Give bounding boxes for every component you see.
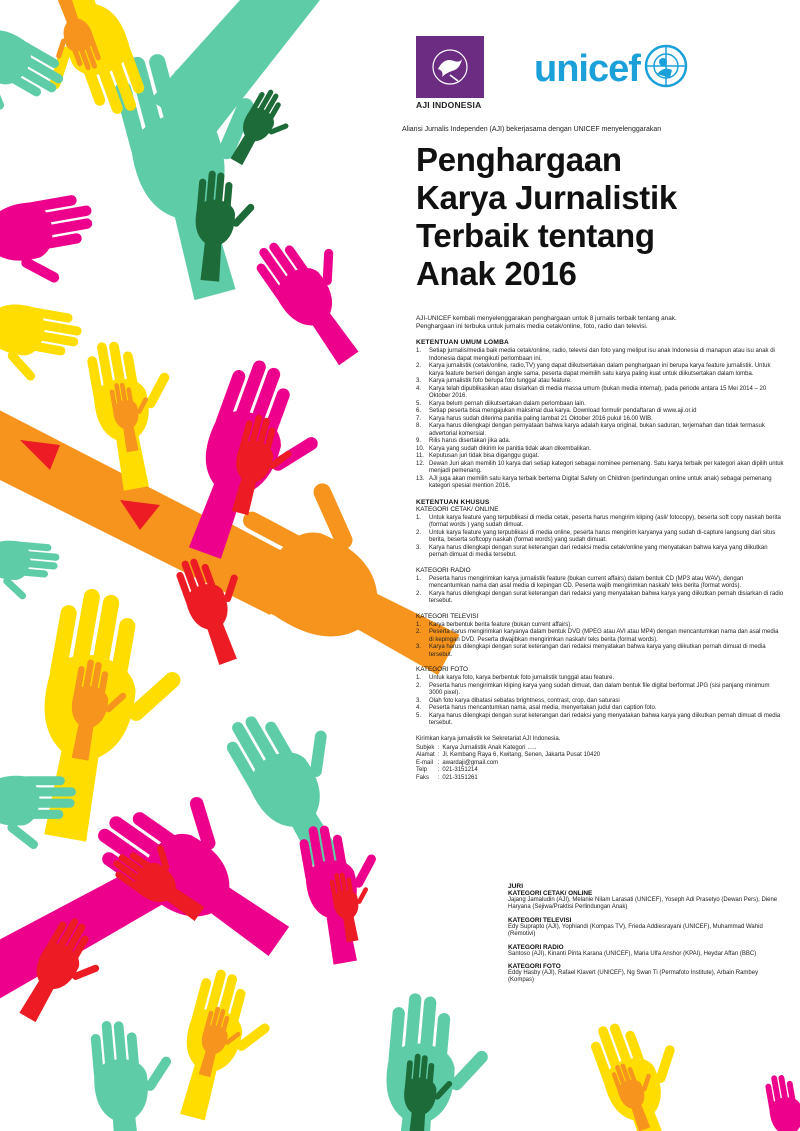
rule-item: Olah foto karya dibatasi sebatas brightness, contrast, crop, dan saturasi xyxy=(429,697,620,704)
unicef-wordmark: unicef xyxy=(534,47,640,90)
title-line: Anak 2016 xyxy=(416,255,577,292)
rule-item: Karya harus dilengkapi dengan surat keterangan dari redaksi media cetak/online yang menyatakan bahwa karya yang diikutkan pernah dimuat di media tersebut. xyxy=(429,544,768,559)
rule-item: Untuk karya foto, karya berbentuk foto jurnalistik tunggal atau feature. xyxy=(429,675,615,682)
main-text-column xyxy=(400,126,784,782)
jury-members: Santoso (AJI), Kinanti Pinta Karana (UNICEF), Maria Ulfa Anshor (KPAI), Heydar Affan (BBC) xyxy=(508,950,757,957)
dove-pen-icon xyxy=(416,36,484,98)
rule-item: Karya jurnalistik (cetak/online, radio,TV) yang dapat diikutsertakan dalam penghargaan ini berupa karya feature jurnalistik. Untuk karya feature berseri dengan angle sama, peserta dapat memilih satu karya paling kuat untuk diikutsertakan dalam lomba. xyxy=(429,363,771,377)
poster-title xyxy=(416,141,784,293)
jury-members: Edy Suprapto (AJI), Yophiandi (Kompas TV), Frieda Addiesrayani (UNICEF), Muhammad Wahid (Remotivi) xyxy=(508,923,763,938)
rule-item: Karya harus dilengkapi dengan surat keterangan dari redaksi yang menyatakan bahwa karya yang diikutkan pernah dimuat di media tersebut. xyxy=(429,712,781,727)
jury-category: KATEGORI FOTO xyxy=(508,963,561,971)
rule-item: Peserta harus mengirimkan karyanya dalam bentuk DVD (MPEG atau AVI atau MP4) dengan mencantumkan nama dan asal media di kepingan DVD. Peserta diwajibkan mengirimkan naskah/ teks berita (format words). xyxy=(429,629,779,643)
rule-item: Karya harus dilengkapi dengan surat keterangan dari redaksi menyatakan bahwa karya yang diikutkan pernah dimuat di media tersebut. xyxy=(429,644,766,658)
rule-item: Peserta harus mengirimkan kliping karya yang sudah dimuat, dan dalam bentuk file digital berformat JPG (sisi panjang minimum 3000 pixel). xyxy=(429,682,770,697)
rule-item: Karya berbentuk berita feature (bukan current affairs). xyxy=(429,621,572,628)
title-line: Penghargaan xyxy=(416,141,622,178)
special-rules-heading: KETENTUAN KHUSUS xyxy=(416,498,490,506)
rule-item: Karya jurnalistik foto berupa foto tunggal atau feature. xyxy=(429,378,572,385)
title-line: Terbaik tentang xyxy=(416,217,655,254)
lead-paragraph xyxy=(416,315,784,331)
aji-name: AJI INDONESIA xyxy=(416,100,482,110)
rule-item: Karya belum pernah diikutsertakan dalam perlombaan lain. xyxy=(429,400,586,407)
rule-item: Setiap peserta bisa mengajukan maksimal dua karya. Download formulir pendaftaran di www.aji.or.id xyxy=(429,408,697,415)
contact-label: E-mail xyxy=(416,759,434,766)
jury-category: KATEGORI TELEVISI xyxy=(508,916,572,924)
lead-line: AJI-UNICEF kembali menyelenggarakan penghargaan untuk 8 jurnalis terbaik tentang anak. xyxy=(416,315,677,322)
jury-category: KATEGORI CETAK/ ONLINE xyxy=(508,890,593,897)
jury-category: KATEGORI RADIO xyxy=(508,943,564,951)
contact-row: Telp : 021-3151214 xyxy=(416,767,603,775)
category-heading: KATEGORI RADIO xyxy=(416,566,471,574)
contact-row: E-mail : awardaji@gmail.com xyxy=(416,760,603,768)
category-rules-list xyxy=(416,576,784,606)
intro-text: Aliansi Jurnalis Independen (AJI) bekerjasama dengan UNICEF menyelenggarakan xyxy=(402,126,662,133)
lead-line: Penghargaan ini terbuka untuk jurnalis media cetak/online, foto, radio dan televisi. xyxy=(416,323,648,331)
jury-heading: JURI xyxy=(508,883,524,890)
contact-table xyxy=(416,745,603,783)
category-rules-list xyxy=(416,675,784,728)
rule-item: Karya yang sudah dikirim ke panitia tidak akan dikembalikan. xyxy=(429,445,592,452)
jury-section xyxy=(508,883,778,985)
category-heading: KATEGORI CETAK/ ONLINE xyxy=(416,505,499,513)
submission-intro: Kirimkan karya jurnalistik ke Sekretariat AJI Indonesia. xyxy=(416,735,561,742)
unicef-logo xyxy=(534,44,688,93)
rule-item: Rilis harus disertakan jika ada. xyxy=(429,438,511,445)
jury-members: Eddy Hasby (AJI), Rafael Klavert (UNICEF), Ng Swan Ti (Permafoto Institute), Arbain Rambey (Kompas) xyxy=(508,970,759,984)
contact-value: Jl. Kembang Raya 6, Kwitang, Senen, Jakarta Pusat 10420 xyxy=(442,752,601,759)
title-line: Karya Jurnalistik xyxy=(416,179,677,216)
unicef-globe-icon xyxy=(644,44,688,93)
rule-item: Peserta harus mengirimkan karya jurnalistik feature (bukan current affairs) dalam bentuk CD (MP3 atau WAV), dengan mencantumkan nama dan asal media di kepingan CD. Peserta wajib mengirimkan naskah/ teks berita (format words). xyxy=(429,575,744,590)
rule-item: Setiap jurnalis/media baik media cetak/online, radio, televisi dan foto yang meliput isu anak Indonesia di manapun atau isu anak di Indonesia dapat mengikuti perlombaan ini. xyxy=(429,348,775,362)
aji-logo xyxy=(416,36,484,110)
rule-item: AJI juga akan memilih satu karya terbaik bertema Digital Safety on Children (perlindungan online untuk anak) sebagai pemenang kategori spesial mention 2016. xyxy=(429,475,772,490)
contact-value: Karya Jurnalistik Anak Kategori ….. xyxy=(442,744,537,751)
category-rules-list xyxy=(416,622,784,660)
general-rules-heading: KETENTUAN UMUM LOMBA xyxy=(416,339,510,347)
contact-label: Telp xyxy=(416,767,428,774)
contact-label: Faks xyxy=(416,774,430,781)
contact-row: Alamat : Jl. Kembang Raya 6, Kwitang, Senen, Jakarta Pusat 10420 xyxy=(416,752,603,760)
category-rules-list xyxy=(416,515,784,560)
rule-item: Peserta harus mencantumkan nama, asal media, menyertakan judul dan caption foto. xyxy=(429,705,657,712)
rule-item: Untuk karya feature yang terpublikasi di media cetak, peserta harus mengirim kliping (asli/ fotocopy), beserta soft copy naskah berita (format words ) yang sudah dimuat. xyxy=(429,514,781,529)
contact-value: 021-3151214 xyxy=(442,767,478,774)
rule-item: Keputusan juri tidak bisa diganggu gugat. xyxy=(429,453,540,460)
rule-item: Karya harus sudah diterima panitia paling lambat 21 Oktober 2016 pukul 16.00 WIB. xyxy=(429,415,653,422)
general-rules-list xyxy=(416,348,784,491)
rule-item: Untuk karya feature yang terpublikasi di media online, peserta harus mengirim karyanya yang sudah di-capture langsung dari situs berita, beserta softcopy naskah (format words) yang sudah dimuat. xyxy=(429,529,776,544)
rule-item: Karya harus dilengkapi dengan surat keterangan dari redaksi yang menyatakan bahwa karya yang diikutkan pernah disiarkan di radio tersebut. xyxy=(429,590,784,605)
contact-label: Subjek xyxy=(416,744,435,751)
jury-members: Jajang Jamaludin (AJI), Melanie Nilam Larasati (UNICEF), Yoseph Adi Prasetyo (Dewan Pers), Diene Haryana (Sejiwa/Praktisi Perlindungan Anak) xyxy=(508,897,778,911)
contact-value: 021-3151261 xyxy=(442,774,478,781)
rule-item: Dewan Juri akan memilih 10 karya dari setiap kategori sebagai nominee pemenang. Satu karya terbaik per kategori akan dipilih untuk menjadi pemenang. xyxy=(429,460,784,475)
category-heading: KATEGORI TELEVISI xyxy=(416,612,479,620)
contact-row: Subjek : Karya Jurnalistik Anak Kategori ….. xyxy=(416,745,603,753)
contact-label: Alamat xyxy=(416,752,435,759)
rule-item: Karya telah dipublikasikan atau disiarkan di media massa umum (bukan media internal), pada periode antara 15 Mei 2014 – 20 Oktober 2016. xyxy=(429,385,767,400)
contact-email[interactable]: awardaji@gmail.com xyxy=(442,759,499,766)
contact-row: Faks : 021-3151261 xyxy=(416,775,603,783)
category-heading: KATEGORI FOTO xyxy=(416,666,468,674)
rule-item: Karya harus dilengkapi dengan pernyataan bahwa karya adalah karya original, bukan saduran, terjemahan dan tidak termasuk advertorial komersial. xyxy=(429,423,765,437)
